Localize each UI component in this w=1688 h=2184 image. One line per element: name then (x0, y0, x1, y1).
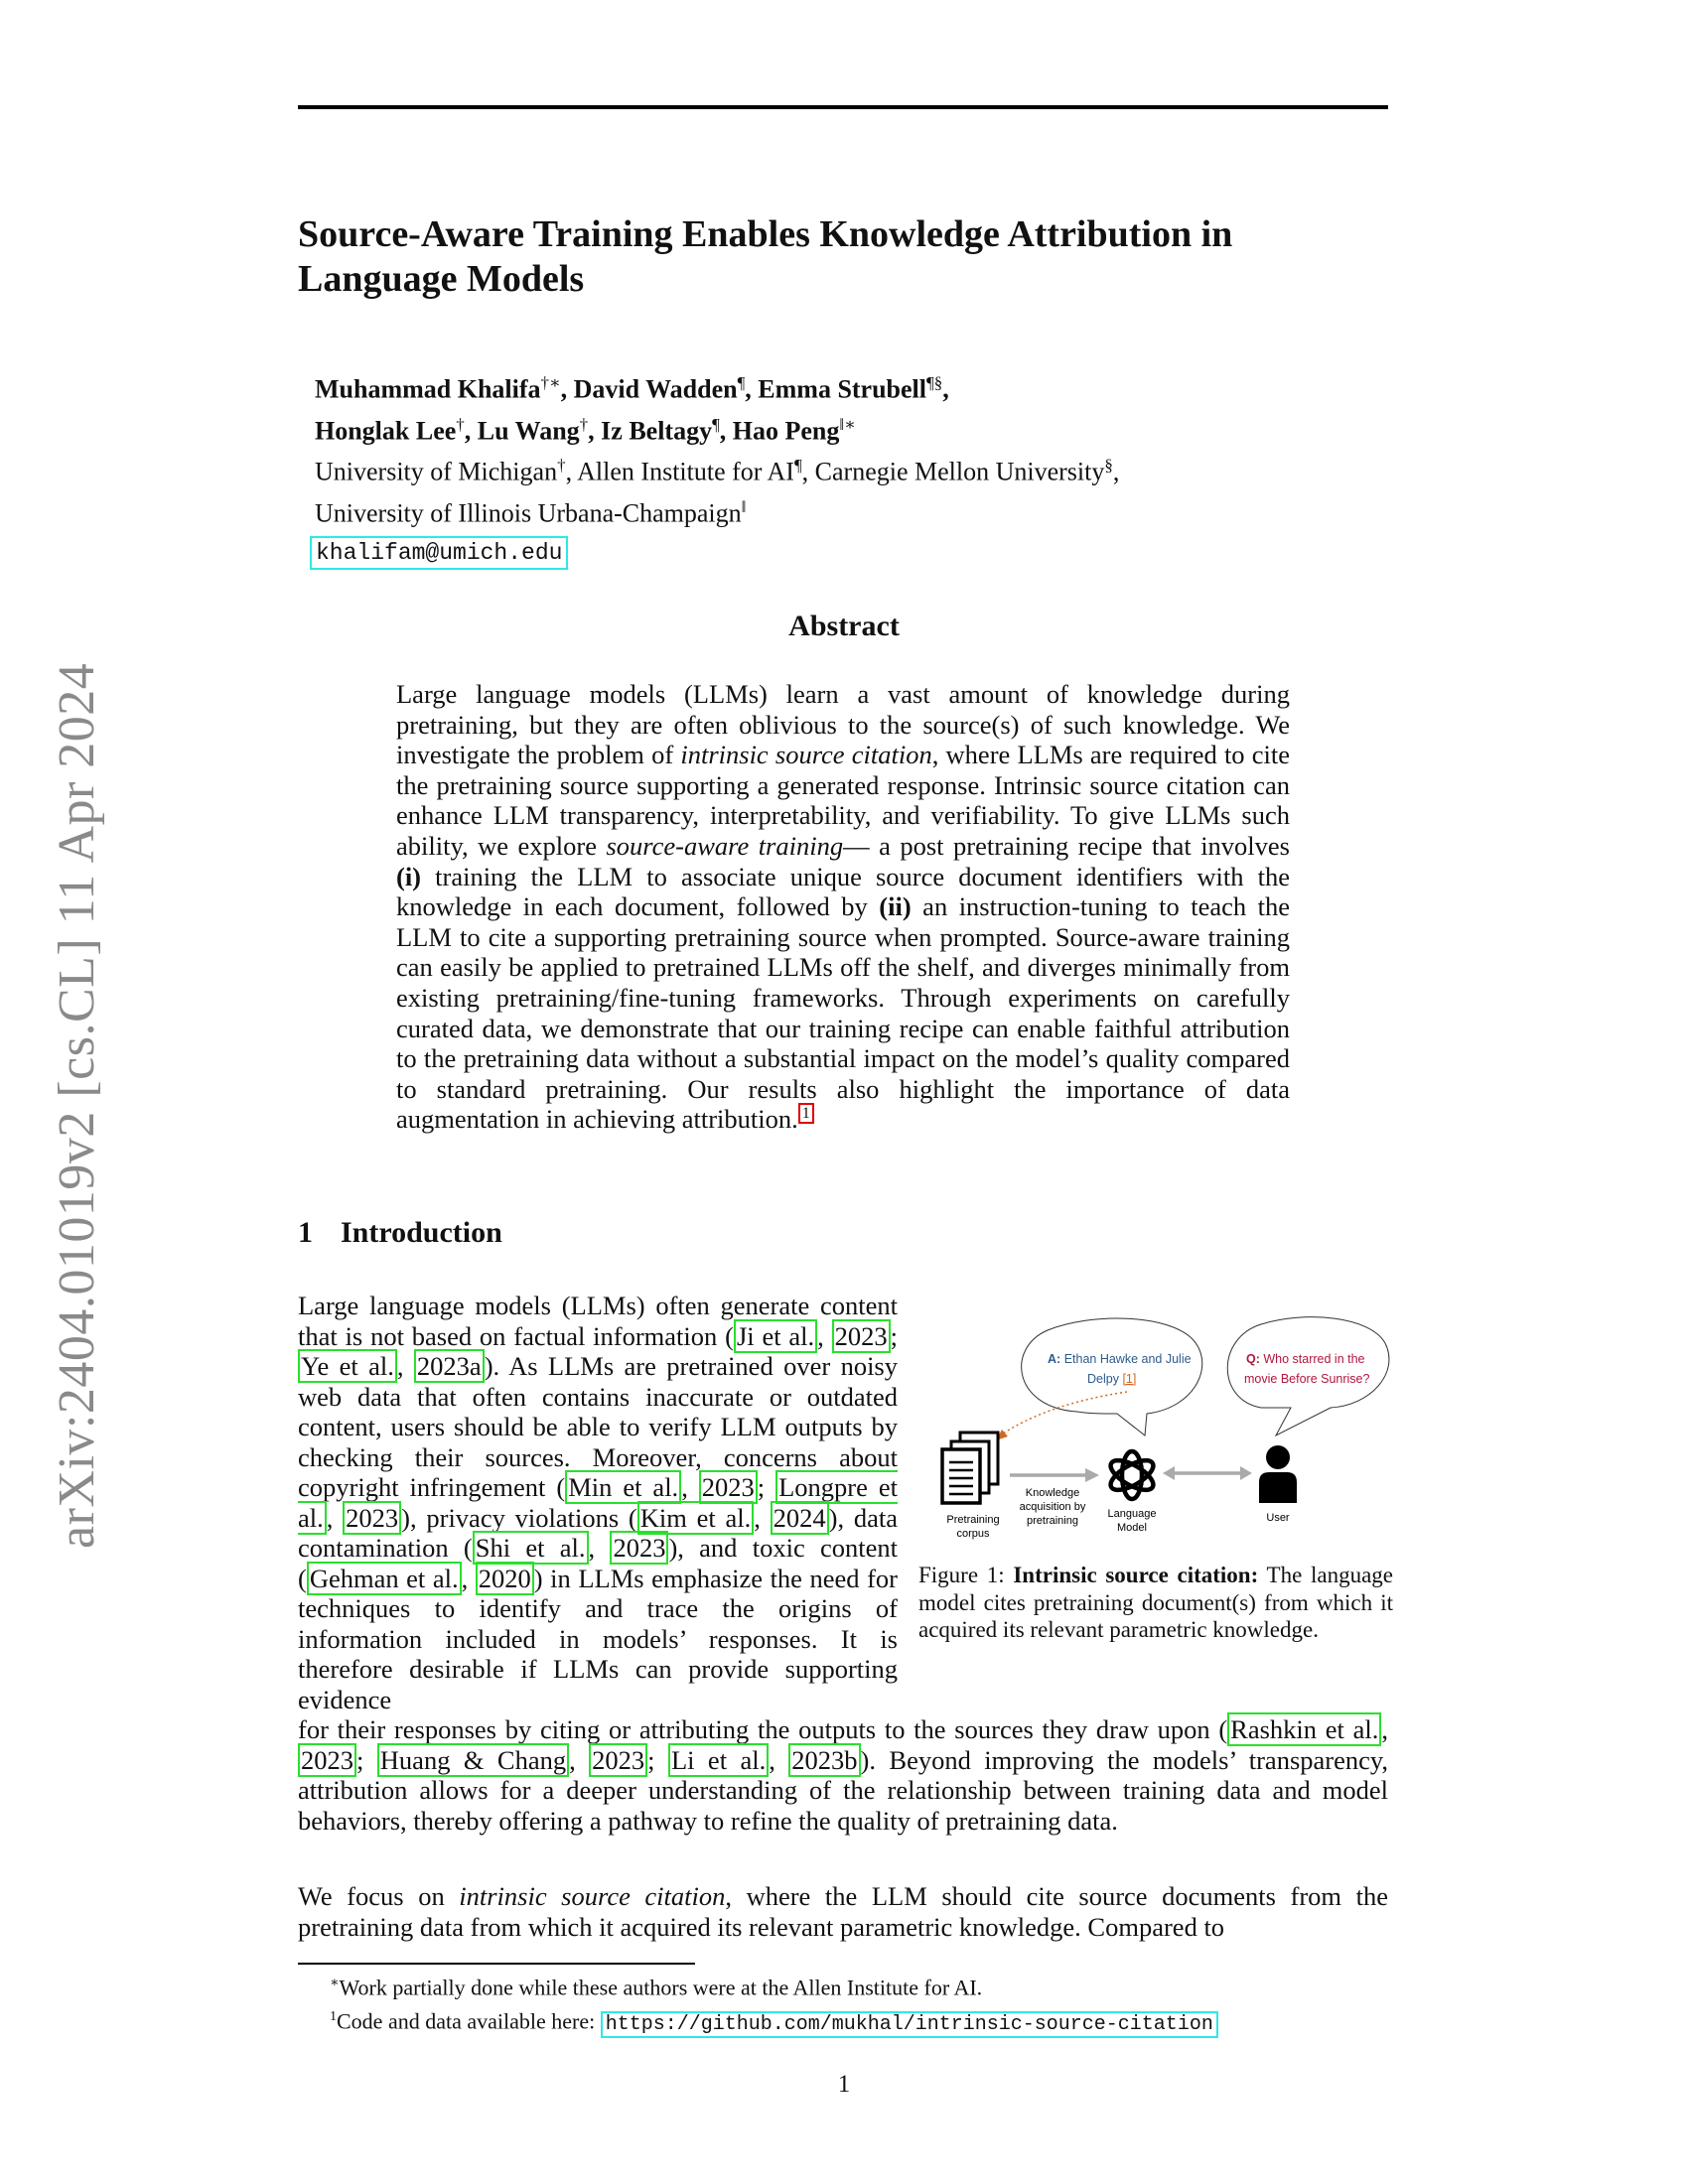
body-text: ), and toxic content ( (298, 1533, 898, 1593)
abstract-text: Large language models (LLMs) learn a vast amount of knowledge during pretraining, but they are often oblivious to the source(s) of such knowledge. We investigate the problem of (396, 679, 1290, 770)
arxiv-identifier[interactable]: arXiv:2404.01019v2 [cs.CL] 11 Apr 2024 (49, 662, 105, 1549)
abstract-emphasis: source-aware training (606, 830, 844, 861)
footnote-divider (298, 1963, 695, 1965)
answer-text-line-2: Delpy [1] (1087, 1372, 1137, 1386)
abstract-body (396, 679, 1290, 1135)
body-text: ; (757, 1472, 776, 1502)
body-text: ) in LLMs emphasize the need for techniques to identify and trace the origins of information included in models’ responses. It is therefore desirable if LLMs can provide supporting evidence (298, 1563, 898, 1714)
citation-link[interactable]: 2023a (414, 1349, 485, 1383)
citation-link[interactable]: 2023 (699, 1470, 758, 1504)
interaction-arrowhead-right-icon (1240, 1466, 1252, 1480)
body-text: ; (647, 1744, 668, 1775)
language-model-icon (1106, 1451, 1158, 1499)
body-text: , where the LLM should cite source documents from the pretraining data from which it acquired its relevant parametric knowledge. Compared to (298, 1881, 1388, 1942)
affiliation-mark: ¶§ (926, 373, 943, 392)
citation-link[interactable]: Longpre et al. (298, 1472, 898, 1533)
abstract-text: — a post pretraining recipe that involves (843, 830, 1290, 861)
arrow-label-2: acquisition by (1019, 1501, 1086, 1513)
author-name: Honglak Lee (315, 416, 457, 446)
body-text: ). As LLMs are pretrained over noisy web data that often contains inaccurate or outdated content, users should be able to verify LLM outputs by checking their sources. Moreover, concerns about copyright infringement ( (298, 1351, 898, 1502)
citation-link[interactable]: Shi et al. (473, 1531, 589, 1565)
figure-1-diagram (918, 1308, 1400, 1552)
affiliation: Carnegie Mellon University (814, 457, 1105, 486)
footnote-link-1[interactable]: 1 (798, 1103, 814, 1124)
corpus-label-2: corpus (956, 1528, 990, 1540)
corpus-label-1: Pretraining (946, 1514, 1000, 1526)
citation-link[interactable]: Gehman et al. (307, 1562, 462, 1595)
footnote-mark: 1 (330, 2009, 337, 2025)
footnote-mark: ∗ (330, 1976, 340, 1990)
author-line-1: Muhammad Khalifa†∗, David Wadden¶, Emma Strubell¶§, (315, 373, 949, 404)
knowledge-arrowhead-icon (1085, 1468, 1099, 1482)
top-rule (298, 105, 1388, 109)
abstract-bold: (ii) (879, 891, 912, 922)
author-name: Iz Beltagy (601, 416, 713, 446)
abstract-text: training the LLM to associate unique source document identifiers with the knowledge in each document, followed by (396, 861, 1290, 922)
abstract-heading: Abstract (788, 610, 900, 642)
interaction-arrowhead-left-icon (1163, 1466, 1175, 1480)
footnote-asterisk (330, 1969, 1382, 2002)
section-number: 1 (298, 1216, 313, 1249)
question-text-line-2: movie Before Sunrise? (1244, 1372, 1370, 1386)
model-label-1: Language (1107, 1508, 1157, 1520)
citation-link[interactable]: 2023 (298, 1743, 356, 1777)
section-title: Introduction (341, 1216, 502, 1249)
body-text: ), privacy violations ( (401, 1502, 637, 1533)
affiliation-mark: ‖∗ (839, 414, 856, 434)
intro-paragraph-wrapped: Large language models (LLMs) often generate content that is not based on factual information ( Ji et al. , 2023 ; Ye et al. , 2023a ). As LLMs are pretrained over noisy web data that often contains inaccurate or outdated content, users should be able to verify LLM outputs by checking their sources. Moreover, concerns about copyright infringement ( Min et al. , 2023 ; Longpre et al. , 2023 ), privacy violations ( Kim et al. , 2024 ), data contamination ( Shi et al. , 2023 ), and toxic content ( Gehman et al. , 2020 ) in LLMs emphasize the need for techniques to identify and trace the origins of information included in models’ responses. It is therefore desirable if LLMs can provide supporting evidence (298, 1291, 899, 1714)
citation-link[interactable]: Ye et al. (298, 1349, 397, 1383)
abstract-bold: (i) (396, 861, 422, 891)
affiliation-mark: ‖ (741, 496, 747, 516)
github-url-link[interactable]: https://github.com/mukhal/intrinsic-source-citation (601, 2011, 1218, 2038)
citation-link[interactable]: Huang & Chang (377, 1743, 569, 1777)
citation-link[interactable]: Ji et al. (734, 1319, 817, 1353)
caption-title: Intrinsic source citation: (1013, 1563, 1259, 1587)
page-number: 1 (837, 2071, 851, 2098)
affiliation-mark: †∗ (540, 373, 561, 392)
author-name: Lu Wang (477, 416, 580, 446)
question-text-line-1: Q: Who starred in the (1246, 1352, 1365, 1366)
footnote-text: Work partially done while these authors were at the Allen Institute for AI. (339, 1975, 983, 2000)
affiliation-mark: † (579, 414, 589, 434)
citation-link[interactable]: 2024 (771, 1501, 829, 1535)
footnote-1 (330, 2002, 1382, 2039)
affiliation: University of Illinois Urbana-Champaign (315, 498, 742, 528)
citation-link[interactable]: 2023 (589, 1743, 647, 1777)
caption-prefix: Figure 1: (918, 1563, 1014, 1587)
affiliation-mark: ¶ (793, 456, 802, 476)
author-name: Emma Strubell (758, 374, 927, 404)
user-icon (1259, 1445, 1297, 1503)
author-name: Hao Peng (732, 416, 840, 446)
citation-link[interactable]: Rashkin et al. (1227, 1712, 1381, 1746)
paper-title: Source-Aware Training Enables Knowledge Attribution in Language Models (298, 213, 1233, 300)
figure-1-caption (918, 1562, 1393, 1644)
body-text: ; (356, 1744, 377, 1775)
documents-icon (942, 1433, 998, 1503)
abstract-emphasis: intrinsic source citation (680, 740, 932, 770)
author-name: Muhammad Khalifa (315, 374, 541, 404)
citation-link[interactable]: 2023b (788, 1743, 860, 1777)
author-name: David Wadden (573, 374, 738, 404)
abstract-text: , where LLMs are required to cite the pretraining source supporting a generated response. Intrinsic source citation can enhance LLM transparency, interpretability, and verifiability. To give LLMs such ability, we explore (396, 740, 1291, 861)
caption-text: The language model cites pretraining document(s) from which it acquired its relevant parametric knowledge. (918, 1563, 1393, 1642)
intro-paragraph-full-width: for their responses by citing or attributing the outputs to the sources they draw upon ( Rashkin et al. , 2023 ; Huang & Chang , 2023 ; Li et al. , 2023b ). Beyond improving the models’ transparency, attribution allows for a deeper understanding of the relationship between training data and model behaviors, thereby offering a pathway to refine the quality of pretraining data. (298, 1714, 1389, 1836)
arrow-label-3: pretraining (1027, 1515, 1078, 1527)
affiliation-mark: ¶ (737, 373, 746, 392)
body-text: ; (890, 1320, 899, 1351)
abstract-text: an instruction-tuning to teach the LLM to cite a supporting pretraining source when prompted. Source-aware training can easily be applied to pretrained LLMs off the shelf, and diverges minimally from existing pretraining/fine-tuning frameworks. Through experiments on carefully curated data, we demonstrate that our training recipe can enable faithful attribution to the pretraining data without a substantial impact on the model’s quality compared to standard pretraining. Our results also highlight the importance of data augmentation in achieving attribution. (396, 891, 1291, 1135)
affiliations-line-2 (315, 489, 1387, 531)
body-text: ). Beyond improving the models’ transparency, attribution allows for a deeper understanding of the relationship between training data and model behaviors, thereby offering a pathway to refine the quality of pretraining data. (298, 1744, 1389, 1836)
citation-link[interactable]: 2020 (476, 1562, 534, 1595)
affiliation-mark: † (456, 414, 465, 434)
model-label-2: Model (1117, 1522, 1147, 1534)
citation-link[interactable]: Min et al. (565, 1470, 681, 1504)
user-label: User (1266, 1512, 1290, 1524)
footnote-text: Code and data available here: (337, 2008, 601, 2034)
answer-text-line-1: A: Ethan Hawke and Julie (1048, 1352, 1192, 1366)
citation-link[interactable]: 2023 (832, 1319, 891, 1353)
footnotes (330, 1969, 1382, 2040)
intro-paragraph-2 (298, 1881, 1388, 1942)
affiliation-mark: † (557, 456, 566, 476)
body-text: for their responses by citing or attributing the outputs to the sources they draw upon ( (298, 1714, 1228, 1744)
affiliations: University of Michigan†, Allen Institute for AI¶, Carnegie Mellon University§, (315, 456, 1120, 486)
affiliation-mark: § (1104, 456, 1113, 476)
affiliation: Allen Institute for AI (577, 457, 794, 486)
body-emphasis: intrinsic source citation (459, 1881, 726, 1911)
arrow-label-1: Knowledge (1025, 1487, 1080, 1499)
body-text: We focus on (298, 1881, 460, 1911)
affiliation-mark: ¶ (712, 414, 720, 434)
citation-link[interactable]: 2023 (343, 1501, 401, 1535)
body-text: Large language models (LLMs) often generate content that is not based on factual information ( (298, 1291, 898, 1351)
citation-link[interactable]: Kim et al. (637, 1501, 755, 1535)
body-text: ), data contamination ( (298, 1502, 899, 1563)
author-line-2: Honglak Lee†, Lu Wang†, Iz Beltagy¶, Hao Peng‖∗ (315, 414, 856, 446)
citation-link[interactable]: 2023 (610, 1531, 668, 1565)
author-block (315, 365, 1387, 570)
citation-link[interactable]: Li et al. (668, 1743, 769, 1777)
affiliation: University of Michigan (315, 457, 558, 486)
section-heading-introduction (298, 1216, 502, 1250)
email-link[interactable]: khalifam@umich.edu (310, 536, 568, 570)
